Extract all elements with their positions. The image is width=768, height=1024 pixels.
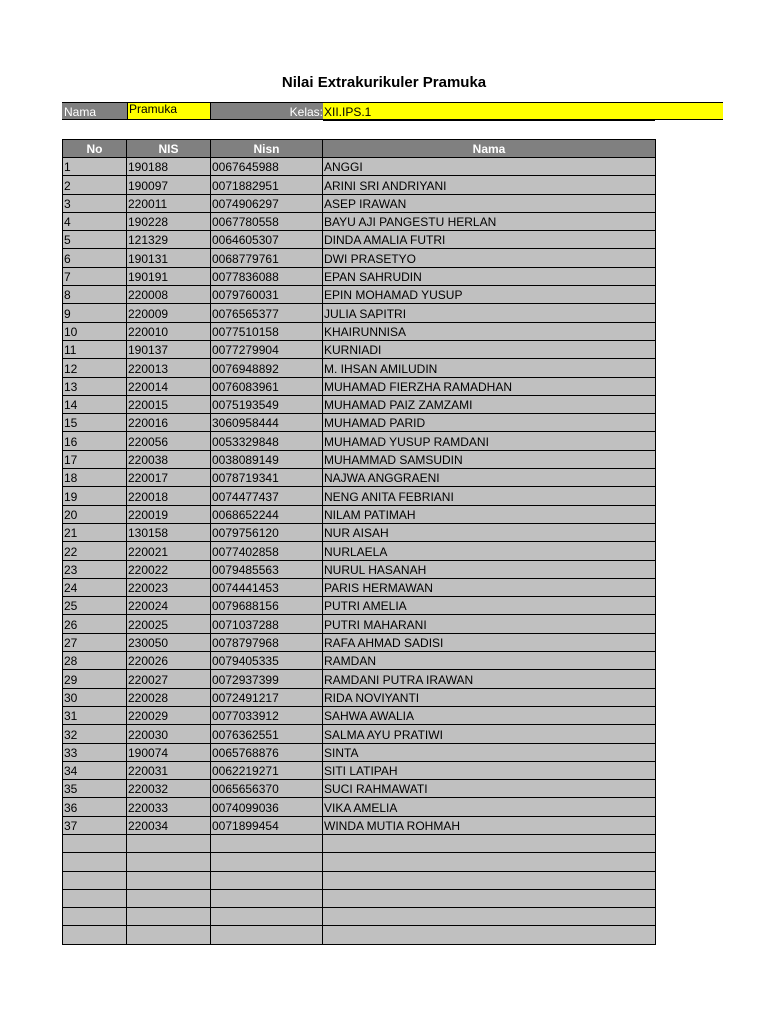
table-row	[63, 926, 656, 944]
cell-no[interactable]: 10	[63, 322, 127, 340]
cell-nis[interactable]: 220011	[127, 194, 211, 212]
cell-nisn[interactable]	[211, 889, 323, 907]
student-table	[62, 139, 656, 945]
cell-nisn[interactable]: 0071037288	[211, 615, 323, 633]
cell-nis[interactable]	[127, 889, 211, 907]
cell-nisn[interactable]: 0072937399	[211, 670, 323, 688]
cell-nama[interactable]: MUHAMAD YUSUP RAMDANI	[323, 432, 656, 450]
cell-nis[interactable]: 121329	[127, 231, 211, 249]
cell-nis[interactable]: 220022	[127, 560, 211, 578]
cell-nisn[interactable]: 0068779761	[211, 249, 323, 267]
column-header-nisn: Nisn	[211, 140, 323, 158]
cell-nama[interactable]: PARIS HERMAWAN	[323, 578, 656, 596]
table-row	[63, 743, 656, 761]
cell-nis[interactable]: 220056	[127, 432, 211, 450]
table-row	[63, 450, 656, 468]
cell-nis[interactable]: 130158	[127, 523, 211, 541]
cell-nama[interactable]: SAHWA AWALIA	[323, 706, 656, 724]
table-row	[63, 359, 656, 377]
cell-nisn[interactable]: 0067780558	[211, 212, 323, 230]
page-title: Nilai Extrakurikuler Pramuka	[281, 74, 487, 91]
cell-nisn[interactable]: 3060958444	[211, 414, 323, 432]
cell-nisn[interactable]: 0076565377	[211, 304, 323, 322]
cell-nis[interactable]	[127, 926, 211, 944]
cell-nama[interactable]: RAFA AHMAD SADISI	[323, 633, 656, 651]
cell-nis[interactable]: 220029	[127, 706, 211, 724]
cell-no[interactable]: 19	[63, 487, 127, 505]
cell-nama[interactable]: NURUL HASANAH	[323, 560, 656, 578]
table-row	[63, 652, 656, 670]
cell-nama[interactable]: ARINI SRI ANDRIYANI	[323, 176, 656, 194]
cell-no[interactable]: 29	[63, 670, 127, 688]
cell-nis[interactable]: 220014	[127, 377, 211, 395]
cell-no[interactable]: 3	[63, 194, 127, 212]
cell-no[interactable]: 1	[63, 158, 127, 176]
table-row	[63, 670, 656, 688]
table-row	[63, 176, 656, 194]
table-row	[63, 487, 656, 505]
table-row	[63, 853, 656, 871]
cell-nisn[interactable]: 0077033912	[211, 706, 323, 724]
cell-nisn[interactable]: 0078797968	[211, 633, 323, 651]
cell-nama[interactable]	[323, 926, 656, 944]
table-body	[63, 158, 656, 945]
cell-nama[interactable]: RAMDANI PUTRA IRAWAN	[323, 670, 656, 688]
cell-nama[interactable]: KHAIRUNNISA	[323, 322, 656, 340]
kelas-label: Kelas:	[211, 102, 323, 120]
cell-nis[interactable]: 220031	[127, 761, 211, 779]
cell-nama[interactable]	[323, 853, 656, 871]
cell-no[interactable]: 28	[63, 652, 127, 670]
cell-no[interactable]: 16	[63, 432, 127, 450]
cell-no[interactable]: 27	[63, 633, 127, 651]
cell-nis[interactable]: 220028	[127, 688, 211, 706]
cell-nis[interactable]: 220030	[127, 725, 211, 743]
cell-nis[interactable]: 220024	[127, 597, 211, 615]
cell-nisn[interactable]: 0076083961	[211, 377, 323, 395]
table-row	[63, 560, 656, 578]
cell-no[interactable]: 8	[63, 286, 127, 304]
cell-nis[interactable]: 220017	[127, 469, 211, 487]
cell-nis[interactable]: 190191	[127, 267, 211, 285]
cell-no[interactable]: 25	[63, 597, 127, 615]
cell-nama[interactable]: RAMDAN	[323, 652, 656, 670]
cell-no[interactable]	[63, 834, 127, 852]
cell-nama[interactable]: MUHAMAD PARID	[323, 414, 656, 432]
table-row	[63, 816, 656, 834]
table-row	[63, 377, 656, 395]
cell-nis[interactable]: 190074	[127, 743, 211, 761]
table-header-row	[63, 140, 656, 158]
cell-nama[interactable]: WINDA MUTIA ROHMAH	[323, 816, 656, 834]
cell-nisn[interactable]: 0077279904	[211, 340, 323, 358]
cell-nama[interactable]: MUHAMMAD SAMSUDIN	[323, 450, 656, 468]
cell-nama[interactable]	[323, 908, 656, 926]
table-row	[63, 633, 656, 651]
cell-no[interactable]: 15	[63, 414, 127, 432]
cell-nis[interactable]: 220013	[127, 359, 211, 377]
table-row	[63, 432, 656, 450]
cell-nis[interactable]: 220025	[127, 615, 211, 633]
cell-nisn[interactable]: 0074441453	[211, 578, 323, 596]
cell-nama[interactable]: PUTRI MAHARANI	[323, 615, 656, 633]
cell-nis[interactable]: 220032	[127, 780, 211, 798]
cell-no[interactable]: 7	[63, 267, 127, 285]
cell-no[interactable]	[63, 853, 127, 871]
cell-nis[interactable]: 190097	[127, 176, 211, 194]
table-row	[63, 267, 656, 285]
table-row	[63, 615, 656, 633]
cell-nisn[interactable]	[211, 926, 323, 944]
cell-nisn[interactable]: 0068652244	[211, 505, 323, 523]
cell-nama[interactable]	[323, 889, 656, 907]
nama-label: Nama	[62, 102, 127, 120]
cell-nisn[interactable]: 0076948892	[211, 359, 323, 377]
table-row	[63, 908, 656, 926]
cell-nama[interactable]: RIDA NOVIYANTI	[323, 688, 656, 706]
cell-nama[interactable]: ASEP IRAWAN	[323, 194, 656, 212]
table-row	[63, 834, 656, 852]
cell-nis[interactable]: 190228	[127, 212, 211, 230]
cell-nama[interactable]: KURNIADI	[323, 340, 656, 358]
cell-nama[interactable]: M. IHSAN AMILUDIN	[323, 359, 656, 377]
cell-nisn[interactable]	[211, 871, 323, 889]
cell-nis[interactable]	[127, 908, 211, 926]
cell-nis[interactable]: 220023	[127, 578, 211, 596]
cell-nis[interactable]	[127, 871, 211, 889]
cell-no[interactable]: 37	[63, 816, 127, 834]
table-row	[63, 158, 656, 176]
cell-nisn[interactable]: 0074906297	[211, 194, 323, 212]
cell-nisn[interactable]: 0079405335	[211, 652, 323, 670]
cell-nama[interactable]: NUR AISAH	[323, 523, 656, 541]
table-row	[63, 706, 656, 724]
cell-no[interactable]: 24	[63, 578, 127, 596]
cell-no[interactable]: 18	[63, 469, 127, 487]
cell-nama[interactable]: JULIA SAPITRI	[323, 304, 656, 322]
cell-nama[interactable]: NENG ANITA FEBRIANI	[323, 487, 656, 505]
cell-nisn[interactable]: 0077510158	[211, 322, 323, 340]
table-row	[63, 212, 656, 230]
cell-nisn[interactable]: 0076362551	[211, 725, 323, 743]
cell-no[interactable]: 33	[63, 743, 127, 761]
column-header-no: No	[63, 140, 127, 158]
cell-nis[interactable]: 220033	[127, 798, 211, 816]
cell-no[interactable]: 20	[63, 505, 127, 523]
table-row	[63, 249, 656, 267]
cell-nama[interactable]: SALMA AYU PRATIWI	[323, 725, 656, 743]
cell-nama[interactable]: NAJWA ANGGRAENI	[323, 469, 656, 487]
cell-no[interactable]	[63, 908, 127, 926]
cell-no[interactable]: 32	[63, 725, 127, 743]
cell-nis[interactable]	[127, 834, 211, 852]
cell-no[interactable]: 30	[63, 688, 127, 706]
table-row	[63, 286, 656, 304]
cell-nis[interactable]: 220008	[127, 286, 211, 304]
cell-nama[interactable]: DINDA AMALIA FUTRI	[323, 231, 656, 249]
cell-nis[interactable]: 190137	[127, 340, 211, 358]
table-row	[63, 469, 656, 487]
cell-nama[interactable]: EPAN SAHRUDIN	[323, 267, 656, 285]
table-row	[63, 871, 656, 889]
table-row	[63, 414, 656, 432]
cell-nisn[interactable]: 0075193549	[211, 395, 323, 413]
cell-nama[interactable]: PUTRI AMELIA	[323, 597, 656, 615]
table-row	[63, 523, 656, 541]
cell-nisn[interactable]: 0077402858	[211, 542, 323, 560]
cell-nisn[interactable]: 0065768876	[211, 743, 323, 761]
cell-nisn[interactable]: 0071899454	[211, 816, 323, 834]
cell-no[interactable]: 4	[63, 212, 127, 230]
cell-no[interactable]: 26	[63, 615, 127, 633]
cell-no[interactable]: 22	[63, 542, 127, 560]
column-header-nis: NIS	[127, 140, 211, 158]
table-row	[63, 194, 656, 212]
cell-nisn[interactable]: 0064605307	[211, 231, 323, 249]
cell-nama[interactable]: SUCI RAHMAWATI	[323, 780, 656, 798]
cell-nama[interactable]: ANGGI	[323, 158, 656, 176]
cell-nis[interactable]	[127, 853, 211, 871]
cell-nisn[interactable]	[211, 834, 323, 852]
cell-nama[interactable]: MUHAMAD FIERZHA RAMADHAN	[323, 377, 656, 395]
cell-nama[interactable]: DWI PRASETYO	[323, 249, 656, 267]
table-row	[63, 780, 656, 798]
cell-nisn[interactable]: 0072491217	[211, 688, 323, 706]
kelas-value-underline	[323, 120, 655, 121]
cell-no[interactable]: 11	[63, 340, 127, 358]
cell-nama[interactable]: MUHAMAD PAIZ ZAMZAMI	[323, 395, 656, 413]
table-row	[63, 688, 656, 706]
cell-nis[interactable]: 220016	[127, 414, 211, 432]
cell-no[interactable]: 36	[63, 798, 127, 816]
table-row	[63, 798, 656, 816]
cell-no[interactable]: 35	[63, 780, 127, 798]
cell-nisn[interactable]: 0079756120	[211, 523, 323, 541]
cell-nisn[interactable]: 0079760031	[211, 286, 323, 304]
cell-nisn[interactable]: 0038089149	[211, 450, 323, 468]
cell-nama[interactable]: EPIN MOHAMAD YUSUP	[323, 286, 656, 304]
cell-nama[interactable]: NILAM PATIMAH	[323, 505, 656, 523]
table-row	[63, 395, 656, 413]
cell-no[interactable]: 5	[63, 231, 127, 249]
cell-nis[interactable]: 220021	[127, 542, 211, 560]
cell-nisn[interactable]: 0079688156	[211, 597, 323, 615]
table-row	[63, 304, 656, 322]
cell-nisn[interactable]: 0074477437	[211, 487, 323, 505]
cell-nama[interactable]: NURLAELA	[323, 542, 656, 560]
cell-no[interactable]: 12	[63, 359, 127, 377]
table-row	[63, 597, 656, 615]
cell-nis[interactable]: 220027	[127, 670, 211, 688]
cell-no[interactable]: 23	[63, 560, 127, 578]
cell-nis[interactable]: 220009	[127, 304, 211, 322]
cell-nama[interactable]	[323, 834, 656, 852]
table-row	[63, 725, 656, 743]
cell-nisn[interactable]: 0078719341	[211, 469, 323, 487]
cell-nis[interactable]: 220038	[127, 450, 211, 468]
cell-no[interactable]: 34	[63, 761, 127, 779]
cell-nama[interactable]: BAYU AJI PANGESTU HERLAN	[323, 212, 656, 230]
cell-no[interactable]: 6	[63, 249, 127, 267]
cell-nis[interactable]: 190131	[127, 249, 211, 267]
cell-nis[interactable]: 220010	[127, 322, 211, 340]
cell-nis[interactable]: 230050	[127, 633, 211, 651]
cell-nama[interactable]: SINTA	[323, 743, 656, 761]
cell-nisn[interactable]: 0062219271	[211, 761, 323, 779]
table-row	[63, 761, 656, 779]
cell-nisn[interactable]: 0079485563	[211, 560, 323, 578]
cell-nis[interactable]: 220034	[127, 816, 211, 834]
cell-nisn[interactable]	[211, 853, 323, 871]
table-row	[63, 505, 656, 523]
table-row	[63, 231, 656, 249]
cell-nisn[interactable]: 0053329848	[211, 432, 323, 450]
cell-nis[interactable]: 220015	[127, 395, 211, 413]
table-row	[63, 322, 656, 340]
nama-value[interactable]: Pramuka	[127, 102, 211, 120]
cell-no[interactable]: 9	[63, 304, 127, 322]
kelas-value[interactable]: XII.IPS.1	[323, 102, 723, 120]
cell-nis[interactable]: 220018	[127, 487, 211, 505]
table-row	[63, 578, 656, 596]
cell-nisn[interactable]	[211, 908, 323, 926]
cell-nisn[interactable]: 0077836088	[211, 267, 323, 285]
column-header-nama: Nama	[323, 140, 656, 158]
cell-no[interactable]: 14	[63, 395, 127, 413]
cell-no[interactable]	[63, 871, 127, 889]
cell-nama[interactable]: SITI LATIPAH	[323, 761, 656, 779]
cell-no[interactable]: 31	[63, 706, 127, 724]
cell-no[interactable]	[63, 889, 127, 907]
table-row	[63, 340, 656, 358]
cell-nisn[interactable]: 0071882951	[211, 176, 323, 194]
cell-no[interactable]: 21	[63, 523, 127, 541]
cell-no[interactable]: 2	[63, 176, 127, 194]
cell-nisn[interactable]: 0065656370	[211, 780, 323, 798]
cell-no[interactable]	[63, 926, 127, 944]
cell-nama[interactable]	[323, 871, 656, 889]
cell-no[interactable]: 17	[63, 450, 127, 468]
cell-nisn[interactable]: 0074099036	[211, 798, 323, 816]
cell-nis[interactable]: 220026	[127, 652, 211, 670]
cell-nisn[interactable]: 0067645988	[211, 158, 323, 176]
cell-nis[interactable]: 190188	[127, 158, 211, 176]
cell-nama[interactable]: VIKA AMELIA	[323, 798, 656, 816]
table-row	[63, 542, 656, 560]
cell-no[interactable]: 13	[63, 377, 127, 395]
cell-nis[interactable]: 220019	[127, 505, 211, 523]
table-row	[63, 889, 656, 907]
